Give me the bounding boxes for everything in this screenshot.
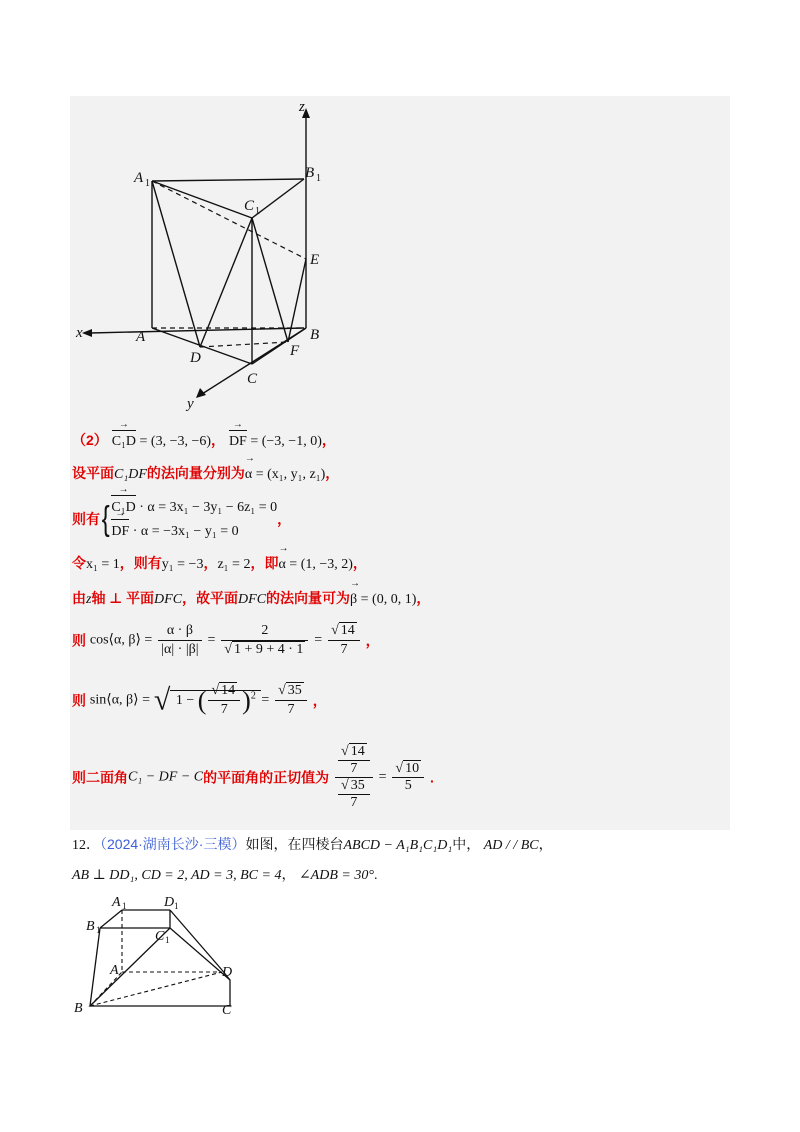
label-E: E <box>310 252 320 268</box>
label-B1: B <box>305 165 315 181</box>
solution-line-7: 则 sin⟨α, β⟩ = √ 1 − ( $\frac{√ 14}{7}$ )$^2$ = $\frac{√ 35}{7}$ ， <box>72 683 327 717</box>
solution-line-4: 令x₁ = 1，则有y₁ = −3，z₁ = 2，即→ α = (1, −3, 2)， <box>72 553 367 575</box>
label-A1: A <box>134 170 144 186</box>
label-D: D <box>190 350 201 366</box>
x-axis <box>90 328 304 333</box>
prism-figure <box>70 96 450 416</box>
label-C: C <box>247 371 258 387</box>
label-A: A <box>110 963 119 978</box>
label-x: x <box>76 325 83 341</box>
svg-text:1: 1 <box>316 173 321 184</box>
svg-text:1: 1 <box>165 935 170 945</box>
solution-line-1: （2） → C₁D = (3, −3, −6)， → DF = (−3, −1, 0)， <box>72 430 336 452</box>
question-12-line-2: AB ⊥ DD₁, CD = 2, AD = 3, BC = 4， ∠ADB = 30°. <box>72 868 378 883</box>
label-D: D <box>222 965 233 980</box>
solution-line-8: 则二面角C₁ − DF − C的平面角的正切值为 $\frac{\frac{√ 14}{7}}{\frac{√ 35}{7}}$ = $\frac{√ 10}{5}$ . <box>72 744 434 810</box>
svg-text:1: 1 <box>145 178 150 189</box>
solution-line-2: 设平面C₁DF的法向量分别为→ α = (x₁, y₁, z₁)， <box>72 463 339 485</box>
label-B: B <box>74 1001 83 1016</box>
solution-line-5: 由z轴 ⊥ 平面DFC，故平面DFC的法向量可为→ β = (0, 0, 1)， <box>72 588 430 610</box>
svg-text:1: 1 <box>122 901 127 911</box>
question-12-line-1: 12．（2024·湖南长沙·三模）如图，在四棱台ABCD − A₁B₁C₁D₁中， AD / / BC， <box>72 836 553 853</box>
label-C1: C <box>155 929 165 944</box>
label-B: B <box>310 327 320 343</box>
svg-text:1: 1 <box>255 206 260 217</box>
label-A: A <box>136 329 146 345</box>
label-y: y <box>187 396 194 412</box>
svg-text:1: 1 <box>174 901 179 911</box>
label-z: z <box>299 99 305 115</box>
label-D1: D <box>164 895 175 910</box>
x-arrow-icon <box>82 329 92 337</box>
frustum-figure <box>60 888 260 1028</box>
label-C: C <box>222 1003 232 1018</box>
label-B1: B <box>86 919 95 934</box>
solution-line-3: 则有{ → C₁D · α = 3x₁ − 3y₁ − 6z₁ = 0 → DF · α = −3x₁ − y₁ = 0 ， <box>72 495 291 543</box>
label-A1: A <box>112 895 121 910</box>
solution-line-6: 则 cos⟨α, β⟩ = $\frac{\alpha \cdot \beta}{|\alpha| \cdot |\beta|}$ = $\frac{2}{√ 1 + 9 + 4 \cdot 1}$ = $\frac{√ 14}{7}$ ， <box>72 623 380 657</box>
svg-text:1: 1 <box>96 925 101 935</box>
label-C1: C <box>244 198 255 214</box>
label-F: F <box>290 343 300 359</box>
